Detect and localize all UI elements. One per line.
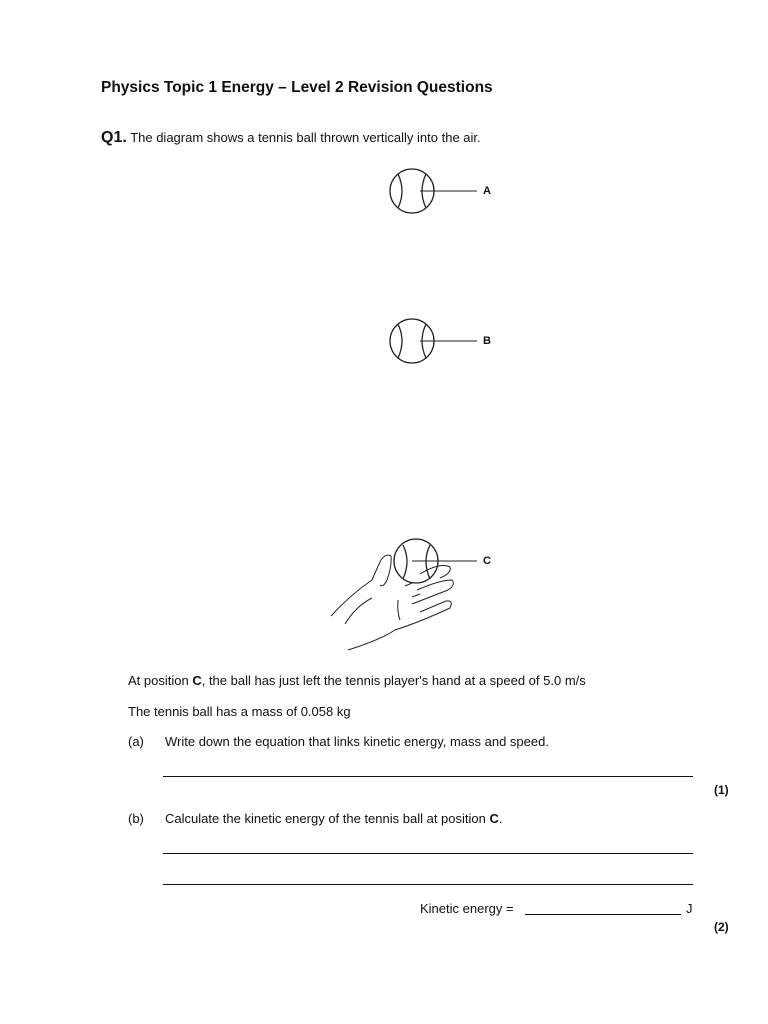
answer-line-a[interactable]: [163, 776, 693, 777]
kinetic-energy-answer-line[interactable]: [525, 914, 681, 915]
answer-line-b2[interactable]: [163, 884, 693, 885]
part-b-label: (b): [128, 811, 144, 826]
hand-drawing: [331, 555, 453, 650]
answer-line-b1[interactable]: [163, 853, 693, 854]
ball-a: [390, 169, 477, 213]
label-c: C: [483, 555, 491, 567]
marks-b: (2): [714, 920, 729, 934]
statement-speed: At position C, the ball has just left the tennis player's hand at a speed of 5.0 m/s: [128, 673, 586, 688]
page-title: Physics Topic 1 Energy – Level 2 Revision Questions: [101, 79, 493, 96]
part-a-text: Write down the equation that links kinetic energy, mass and speed.: [165, 734, 549, 749]
statement-mass: The tennis ball has a mass of 0.058 kg: [128, 704, 351, 719]
label-a: A: [483, 185, 491, 197]
intro-text: The diagram shows a tennis ball thrown vertically into the air.: [130, 130, 481, 145]
question-number: Q1.: [101, 129, 127, 146]
unit-label: J: [686, 901, 693, 916]
kinetic-energy-label: Kinetic energy =: [420, 901, 514, 916]
marks-a: (1): [714, 783, 729, 797]
label-b: B: [483, 335, 491, 347]
part-a-label: (a): [128, 734, 144, 749]
ball-c: [394, 539, 477, 583]
ball-b: [390, 319, 477, 363]
part-b-text: Calculate the kinetic energy of the tennis ball at position C.: [165, 811, 503, 826]
